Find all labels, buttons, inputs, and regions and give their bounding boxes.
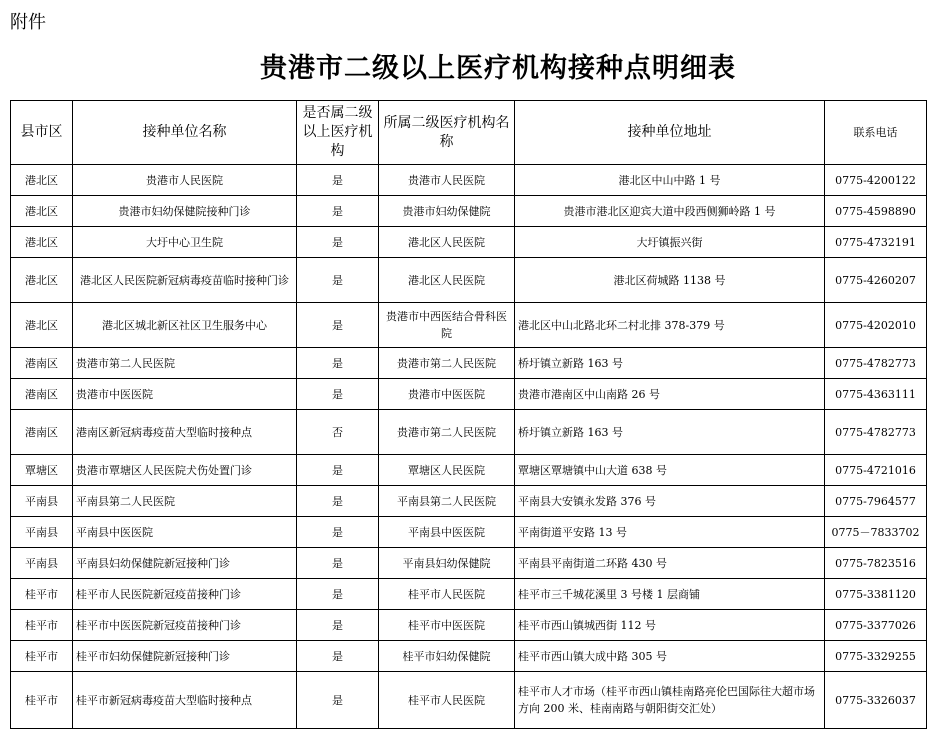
cell-address: 平南街道平安路 13 号 bbox=[515, 517, 825, 548]
cell-phone: 0775-4732191 bbox=[825, 227, 927, 258]
cell-parent-org: 贵港市中西医结合骨科医院 bbox=[379, 303, 515, 348]
cell-phone: 0775-7823516 bbox=[825, 548, 927, 579]
table-row bbox=[11, 517, 927, 548]
cell-is-secondary: 是 bbox=[297, 517, 379, 548]
cell-unit-name: 大圩中心卫生院 bbox=[73, 227, 297, 258]
cell-parent-org: 桂平市妇幼保健院 bbox=[379, 641, 515, 672]
cell-parent-org: 港北区人民医院 bbox=[379, 258, 515, 303]
cell-county: 港南区 bbox=[11, 348, 73, 379]
cell-unit-name: 贵港市妇幼保健院接种门诊 bbox=[73, 196, 297, 227]
table-row bbox=[11, 672, 927, 729]
cell-unit-name: 平南县妇幼保健院新冠接种门诊 bbox=[73, 548, 297, 579]
table-row bbox=[11, 303, 927, 348]
page-title: 贵港市二级以上医疗机构接种点明细表 bbox=[260, 53, 736, 84]
cell-is-secondary: 是 bbox=[297, 258, 379, 303]
cell-unit-name: 桂平市中医医院新冠疫苗接种门诊 bbox=[73, 610, 297, 641]
cell-address: 平南县大安镇永发路 376 号 bbox=[515, 486, 825, 517]
table-row bbox=[11, 610, 927, 641]
table-row bbox=[11, 579, 927, 610]
cell-unit-name: 贵港市人民医院 bbox=[73, 165, 297, 196]
cell-county: 港南区 bbox=[11, 379, 73, 410]
cell-parent-org: 贵港市第二人民医院 bbox=[379, 348, 515, 379]
cell-address: 桂平市人才市场（桂平市西山镇桂南路亮伦巴国际往大超市场方向 200 米、桂南南路与朝阳街交汇处） bbox=[515, 672, 825, 729]
cell-is-secondary: 是 bbox=[297, 455, 379, 486]
cell-parent-org: 桂平市人民医院 bbox=[379, 672, 515, 729]
cell-parent-org: 贵港市妇幼保健院 bbox=[379, 196, 515, 227]
cell-address: 桥圩镇立新路 163 号 bbox=[515, 410, 825, 455]
table-row bbox=[11, 348, 927, 379]
cell-phone: 0775-4721016 bbox=[825, 455, 927, 486]
cell-is-secondary: 否 bbox=[297, 410, 379, 455]
header-unit-name: 接种单位名称 bbox=[73, 101, 297, 165]
cell-is-secondary: 是 bbox=[297, 303, 379, 348]
table-row bbox=[11, 455, 927, 486]
cell-phone: 0775-3326037 bbox=[825, 672, 927, 729]
cell-is-secondary: 是 bbox=[297, 486, 379, 517]
table-row bbox=[11, 196, 927, 227]
cell-address: 大圩镇振兴街 bbox=[515, 227, 825, 258]
cell-address: 港北区中山北路北环二村北排 378-379 号 bbox=[515, 303, 825, 348]
cell-phone: 0775－7833702 bbox=[825, 517, 927, 548]
cell-county: 港北区 bbox=[11, 303, 73, 348]
cell-address: 桂平市西山镇城西街 112 号 bbox=[515, 610, 825, 641]
cell-address: 贵港市港北区迎宾大道中段西侧狮岭路 1 号 bbox=[515, 196, 825, 227]
cell-parent-org: 贵港市中医医院 bbox=[379, 379, 515, 410]
cell-unit-name: 港北区城北新区社区卫生服务中心 bbox=[73, 303, 297, 348]
table-row bbox=[11, 165, 927, 196]
cell-phone: 0775-4598890 bbox=[825, 196, 927, 227]
cell-county: 港北区 bbox=[11, 165, 73, 196]
cell-is-secondary: 是 bbox=[297, 379, 379, 410]
cell-address: 平南县平南街道二环路 430 号 bbox=[515, 548, 825, 579]
table-row bbox=[11, 410, 927, 455]
cell-address: 贵港市港南区中山南路 26 号 bbox=[515, 379, 825, 410]
header-phone: 联系电话 bbox=[825, 101, 927, 165]
cell-unit-name: 贵港市第二人民医院 bbox=[73, 348, 297, 379]
attachment-label: 附件 bbox=[10, 12, 46, 33]
cell-is-secondary: 是 bbox=[297, 227, 379, 258]
cell-parent-org: 贵港市第二人民医院 bbox=[379, 410, 515, 455]
table-header-row bbox=[11, 101, 927, 165]
cell-unit-name: 港北区人民医院新冠病毒疫苗临时接种门诊 bbox=[73, 258, 297, 303]
table-row bbox=[11, 641, 927, 672]
cell-address: 桂平市西山镇大成中路 305 号 bbox=[515, 641, 825, 672]
table-body bbox=[11, 165, 927, 729]
cell-is-secondary: 是 bbox=[297, 610, 379, 641]
header-address: 接种单位地址 bbox=[515, 101, 825, 165]
cell-phone: 0775-4260207 bbox=[825, 258, 927, 303]
cell-county: 港北区 bbox=[11, 227, 73, 258]
cell-parent-org: 港北区人民医院 bbox=[379, 227, 515, 258]
cell-parent-org: 平南县妇幼保健院 bbox=[379, 548, 515, 579]
cell-parent-org: 贵港市人民医院 bbox=[379, 165, 515, 196]
table-row bbox=[11, 548, 927, 579]
cell-parent-org: 平南县中医医院 bbox=[379, 517, 515, 548]
cell-is-secondary: 是 bbox=[297, 548, 379, 579]
cell-county: 桂平市 bbox=[11, 579, 73, 610]
header-is-secondary: 是否属二级以上医疗机构 bbox=[297, 101, 379, 165]
cell-address: 港北区中山中路 1 号 bbox=[515, 165, 825, 196]
cell-county: 平南县 bbox=[11, 548, 73, 579]
cell-phone: 0775-3377026 bbox=[825, 610, 927, 641]
cell-parent-org: 桂平市人民医院 bbox=[379, 579, 515, 610]
cell-address: 覃塘区覃塘镇中山大道 638 号 bbox=[515, 455, 825, 486]
cell-is-secondary: 是 bbox=[297, 348, 379, 379]
cell-unit-name: 桂平市新冠病毒疫苗大型临时接种点 bbox=[73, 672, 297, 729]
cell-unit-name: 港南区新冠病毒疫苗大型临时接种点 bbox=[73, 410, 297, 455]
cell-is-secondary: 是 bbox=[297, 672, 379, 729]
cell-address: 桥圩镇立新路 163 号 bbox=[515, 348, 825, 379]
cell-unit-name: 桂平市妇幼保健院新冠接种门诊 bbox=[73, 641, 297, 672]
header-parent-org: 所属二级医疗机构名称 bbox=[379, 101, 515, 165]
cell-county: 平南县 bbox=[11, 517, 73, 548]
cell-phone: 0775-4782773 bbox=[825, 410, 927, 455]
cell-county: 覃塘区 bbox=[11, 455, 73, 486]
cell-unit-name: 贵港市中医医院 bbox=[73, 379, 297, 410]
cell-unit-name: 平南县第二人民医院 bbox=[73, 486, 297, 517]
cell-address: 港北区荷城路 1138 号 bbox=[515, 258, 825, 303]
cell-parent-org: 覃塘区人民医院 bbox=[379, 455, 515, 486]
cell-phone: 0775-4202010 bbox=[825, 303, 927, 348]
cell-unit-name: 桂平市人民医院新冠疫苗接种门诊 bbox=[73, 579, 297, 610]
cell-parent-org: 桂平市中医医院 bbox=[379, 610, 515, 641]
cell-is-secondary: 是 bbox=[297, 641, 379, 672]
cell-phone: 0775-3381120 bbox=[825, 579, 927, 610]
cell-is-secondary: 是 bbox=[297, 579, 379, 610]
header-county: 县市区 bbox=[11, 101, 73, 165]
cell-unit-name: 贵港市覃塘区人民医院犬伤处置门诊 bbox=[73, 455, 297, 486]
cell-address: 桂平市三千城花溪里 3 号楼 1 层商铺 bbox=[515, 579, 825, 610]
table-row bbox=[11, 227, 927, 258]
cell-county: 桂平市 bbox=[11, 610, 73, 641]
table-row bbox=[11, 379, 927, 410]
cell-county: 平南县 bbox=[11, 486, 73, 517]
cell-is-secondary: 是 bbox=[297, 165, 379, 196]
cell-phone: 0775-7964577 bbox=[825, 486, 927, 517]
cell-county: 港北区 bbox=[11, 196, 73, 227]
cell-phone: 0775-4363111 bbox=[825, 379, 927, 410]
cell-is-secondary: 是 bbox=[297, 196, 379, 227]
table-row bbox=[11, 258, 927, 303]
cell-county: 港北区 bbox=[11, 258, 73, 303]
cell-phone: 0775-4200122 bbox=[825, 165, 927, 196]
cell-county: 桂平市 bbox=[11, 641, 73, 672]
cell-phone: 0775-3329255 bbox=[825, 641, 927, 672]
cell-county: 港南区 bbox=[11, 410, 73, 455]
cell-county: 桂平市 bbox=[11, 672, 73, 729]
cell-unit-name: 平南县中医医院 bbox=[73, 517, 297, 548]
cell-phone: 0775-4782773 bbox=[825, 348, 927, 379]
table-row bbox=[11, 486, 927, 517]
cell-parent-org: 平南县第二人民医院 bbox=[379, 486, 515, 517]
vaccination-sites-table bbox=[10, 100, 927, 729]
